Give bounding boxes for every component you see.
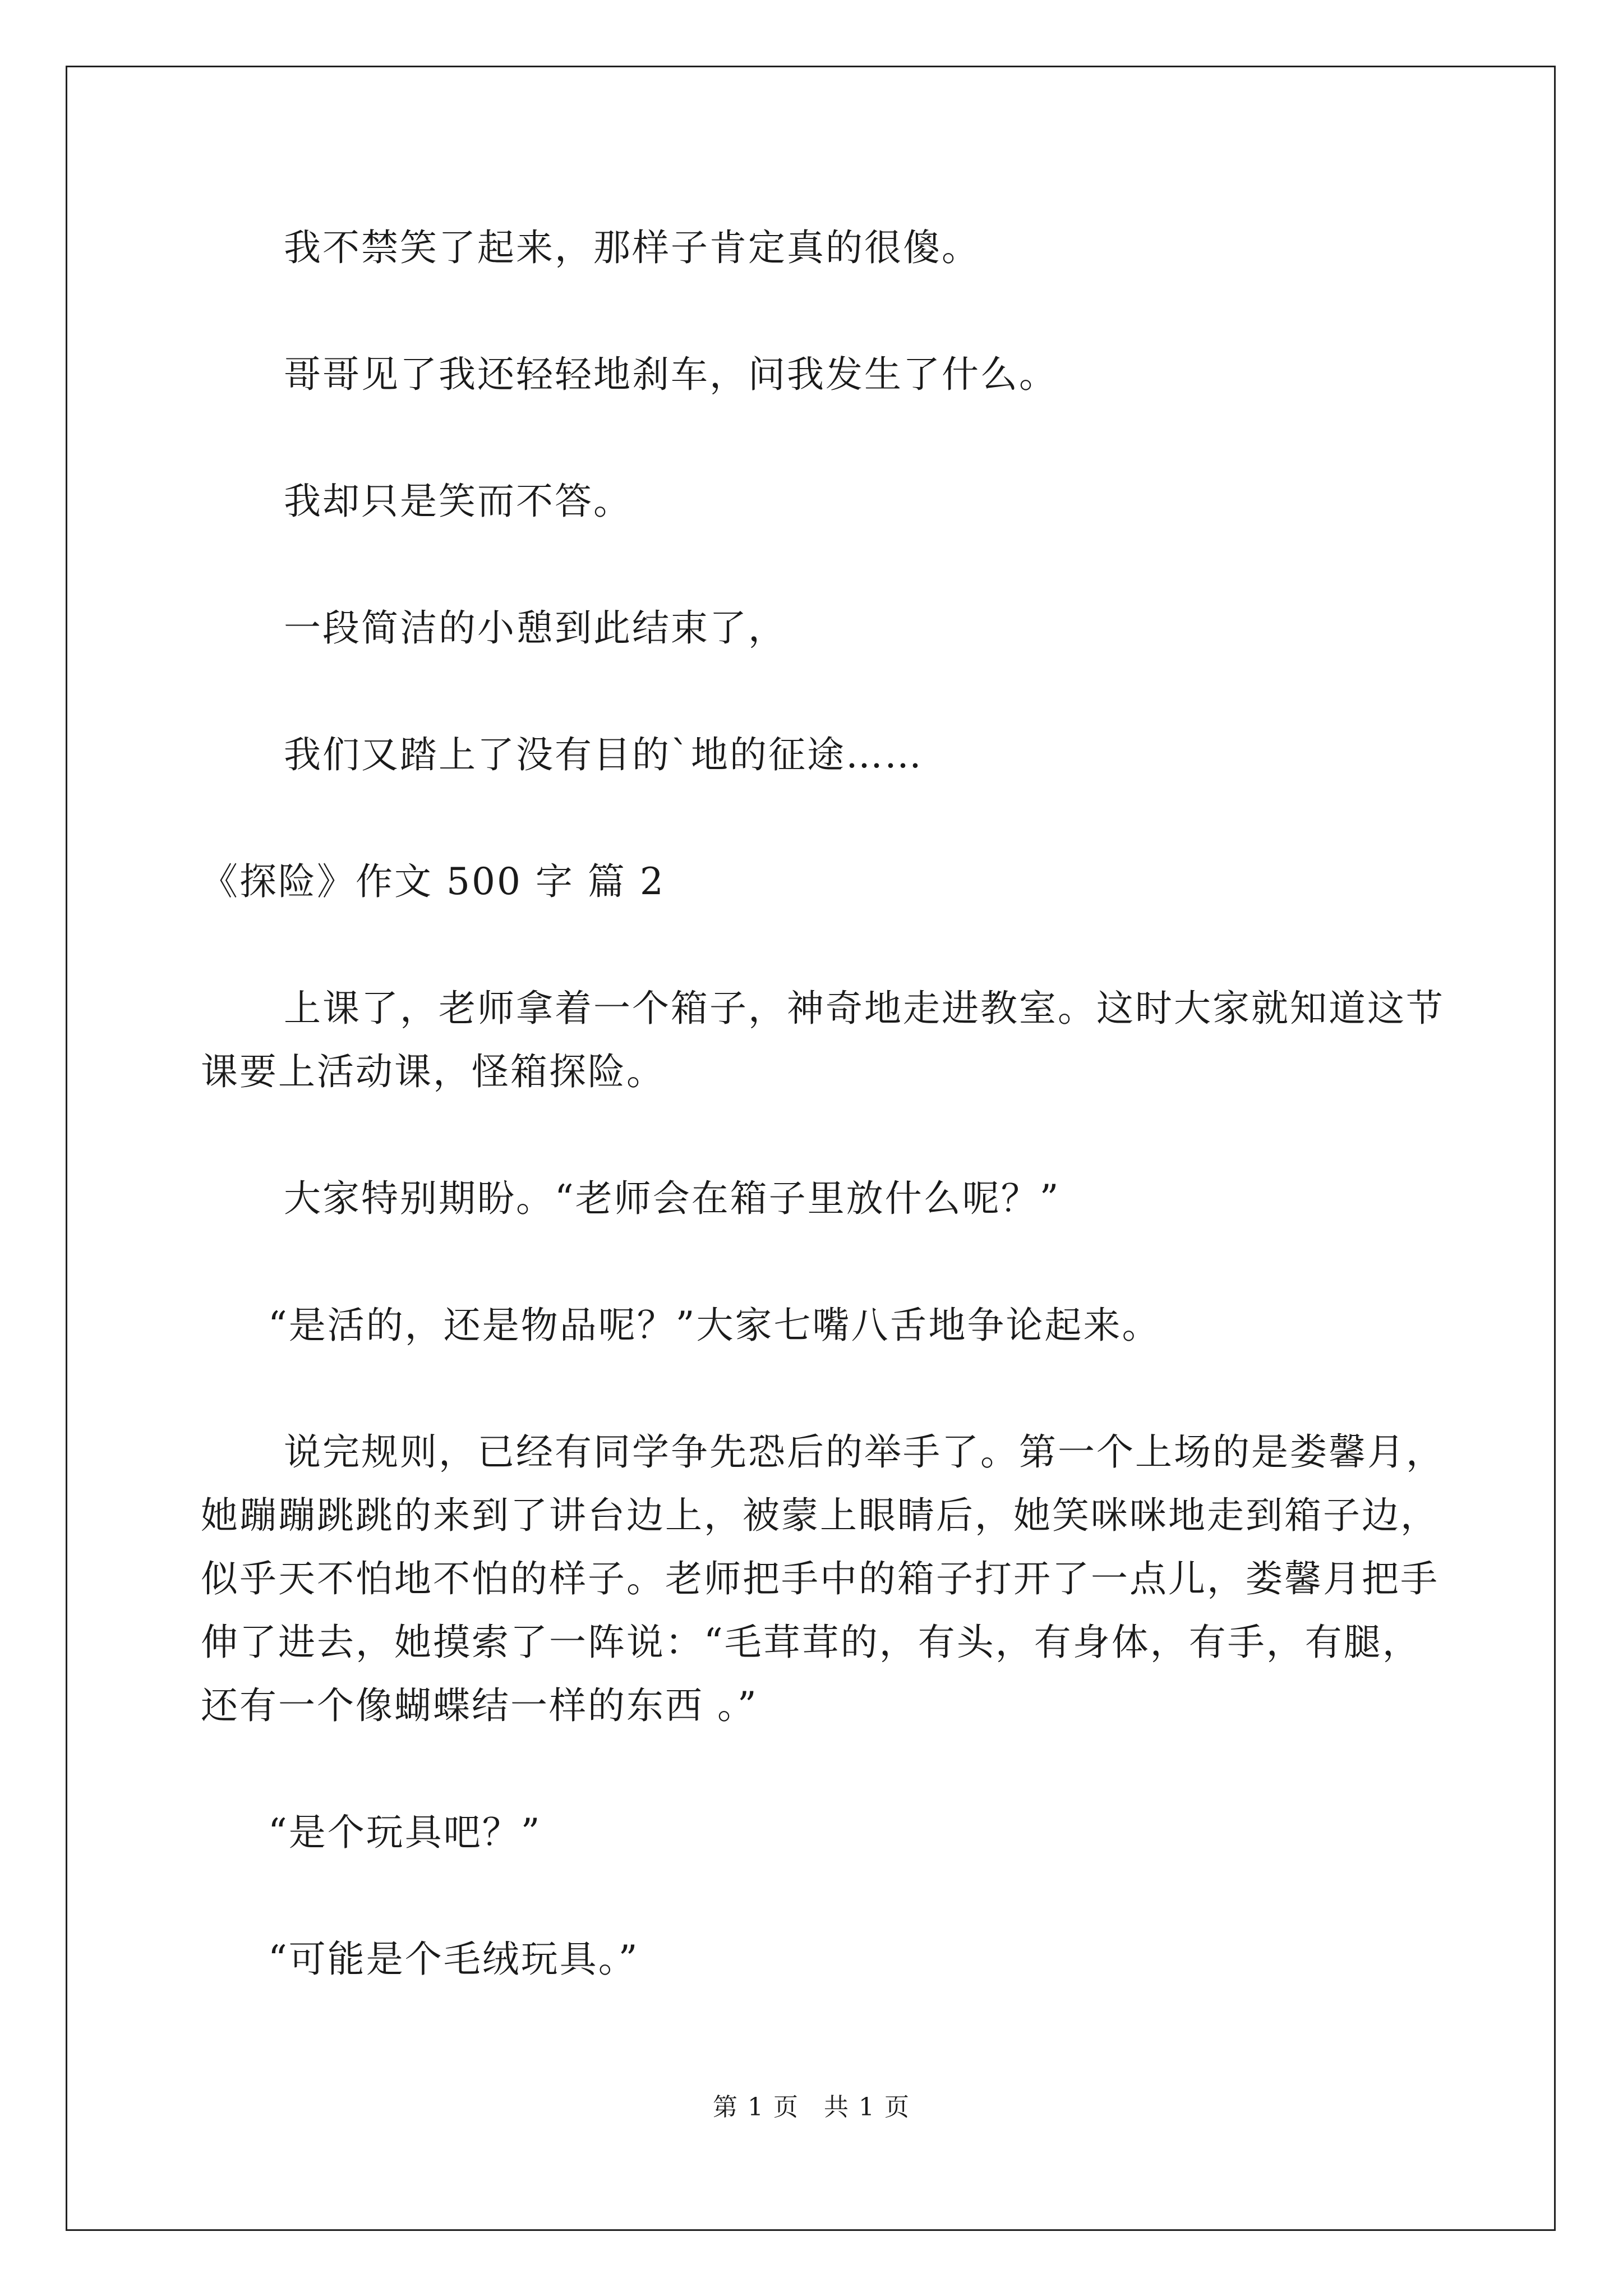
paragraph: 我却只是笑而不答。 xyxy=(284,480,632,523)
paragraph: “可能是个毛绒玩具。” xyxy=(268,1938,639,1981)
paragraph: 我们又踏上了没有目的`地的征途…… xyxy=(284,733,923,776)
page-number-total: 共 1 页 xyxy=(824,2093,910,2122)
paragraph: 上课了，老师拿着一个箱子，神奇地走进教室。这时大家就知道这节课要上活动课，怪箱探险。 xyxy=(201,987,1445,1093)
paragraph: 说完规则，已经有同学争先恐后的举手了。第一个上场的是娄馨月，她蹦蹦跳跳的来到了讲台边上，被蒙上眼睛后，她笑咪咪地走到箱子边，似乎天不怕地不怕的样子。老师把手中的箱子打开了一点儿，娄馨月把手伸了进去，她摸索了一阵说：“毛茸茸的，有头，有身体，有手，有腿，还有一个像蝴蝶结一样的东西 。” xyxy=(201,1430,1445,1727)
page-number-current: 第 1 页 xyxy=(713,2093,799,2122)
paragraph: 大家特别期盼。“老师会在箱子里放什么呢？” xyxy=(284,1177,1061,1220)
paragraph: 一段简洁的小憩到此结束了， xyxy=(284,606,787,650)
section-heading: 《探险》作文 500 字 篇 2 xyxy=(201,860,665,903)
document-body xyxy=(201,216,1446,2054)
paragraph: “是活的，还是物品呢？”大家七嘴八舌地争论起来。 xyxy=(268,1304,1161,1347)
page-footer xyxy=(0,2087,1623,2123)
paragraph: 我不禁笑了起来，那样子肯定真的很傻。 xyxy=(284,226,980,269)
paragraph: 哥哥见了我还轻轻地刹车，问我发生了什么。 xyxy=(284,353,1058,396)
paragraph: “是个玩具吧？” xyxy=(268,1811,542,1854)
